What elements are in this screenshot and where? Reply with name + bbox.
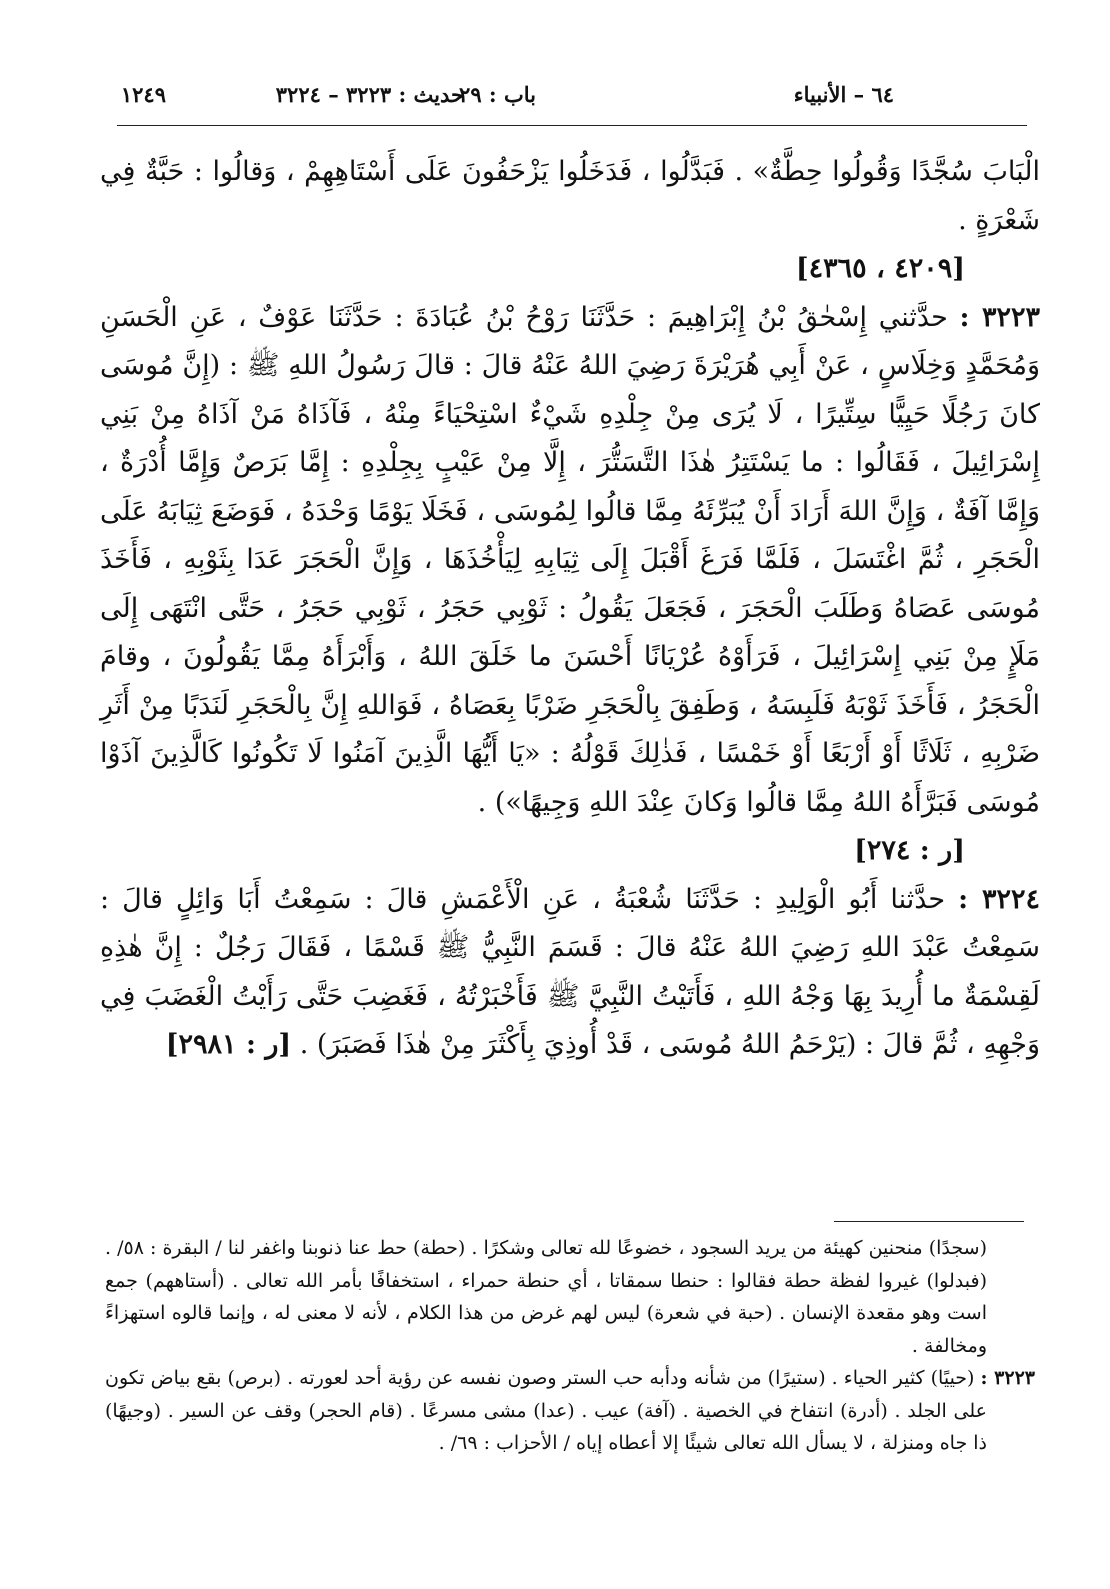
running-header xyxy=(112,82,1024,122)
footnotes xyxy=(105,1232,1035,1460)
footnote-3223 xyxy=(105,1362,1035,1460)
chapter-title: ٦٤ – الأنبياء xyxy=(793,82,894,107)
hadith-number: ٣٢٢٣ : xyxy=(959,301,1040,333)
cross-reference: [٤٢٠٩ ، ٤٣٦٥] xyxy=(795,253,965,284)
footnote-previous xyxy=(105,1232,1035,1362)
hadith-range: حديث : ٣٢٢٣ – ٣٢٢٤ xyxy=(275,82,464,107)
main-text xyxy=(100,148,1040,1070)
footnote-text: (حييًا) كثير الحياء . (ستيرًا) من شأنه ودأبه حب الستر وصون نفسه عن رؤية أحد لعورته . (برص) بقع بياض تكون على الجلد . (أدرة) انتفاخ في الخصية . (آفة) عيب . (عدا) مشى مسرعًا . (قام الحجر) وقف عن السير . (وجيهًا) ذا جاه ومنزلة ، لا يسأل الله تعالى شيئًا إلا أعطاه إياه / الأحزاب : ٦٩/ . xyxy=(105,1367,987,1454)
cross-reference: [ر : ٢٩٨١] xyxy=(165,1029,292,1060)
footnote-text: (سجدًا) منحنين كهيئة من يريد السجود ، خضوعًا لله تعالى وشكرًا . (حطة) حط عنا ذنوبنا واغفر لنا / البقرة : ٥٨/ . (فبدلوا) غيروا لفظة حطة فقالوا : حنطا سمقاتا ، أي حنطة حمراء ، استخفافًا بأمر الله تعالى . (أستاههم) جمع است وهو مقعدة الإنسان . (حبة في شعرة) ليس لهم غرض من هذا الكلام ، لأنه لا معنى له ، وإنما قالوه استهزاءً ومخالفة . xyxy=(105,1237,988,1357)
header-divider xyxy=(117,125,1027,126)
page-number: ١٢٤٩ xyxy=(120,82,166,107)
previous-hadith-continuation xyxy=(100,148,1040,245)
hadith-3224 xyxy=(100,876,1040,1070)
footnote-divider xyxy=(834,1221,1024,1222)
hadith-number: ٣٢٢٤ : xyxy=(958,883,1040,915)
bab-number: باب : ٢٩ xyxy=(459,82,536,107)
footnote-number: ٣٢٢٣ : xyxy=(980,1367,1035,1389)
previous-hadith-refs xyxy=(100,245,1040,294)
hadith-3223-ref xyxy=(100,827,1040,876)
hadith-text: حدَّثني إِسْحٰقُ بْنُ إِبْرَاهِيمَ : حَدَّثَنَا رَوْحُ بْنُ عُبَادَةَ : حَدَّثَنَا عَوْفٌ ، عَنِ الْحَسَنِ وَمُحَمَّدٍ وَخِلَاسٍ ، عَنْ أَبِي هُرَيْرَةَ رَضِيَ اللهُ عَنْهُ قالَ : قالَ رَسُولُ اللهِ ﷺ : (إِنَّ مُوسَى كانَ رَجُلًا حَيِيًّا سِتِّيرًا ، لَا يُرَى مِنْ جِلْدِهِ شَيْءٌ اسْتِحْيَاءً مِنْهُ ، فَآذَاهُ مَنْ آذَاهُ مِنْ بَنِي إِسْرَائِيلَ ، فَقَالُوا : ما يَسْتَتِرُ هٰذَا التَّسَتُّرَ ، إِلَّا مِنْ عَيْبٍ بِجِلْدِهِ : إِمَّا بَرَصٌ وَإِمَّا أُدْرَةٌ ، وَإِمَّا آفَةٌ ، وَإِنَّ اللهَ أَرَادَ أَنْ يُبَرِّئَهُ مِمَّا قالُوا لِمُوسَى ، فَخَلَا يَوْمًا وَحْدَهُ ، فَوَضَعَ ثِيَابَهُ عَلَى الْحَجَرِ ، ثُمَّ اغْتَسَلَ ، فَلَمَّا فَرَغَ أَقْبَلَ إِلَى ثِيَابِهِ لِيَأْخُذَهَا ، وَإِنَّ الْحَجَرَ عَدَا بِثَوْبِهِ ، فَأَخَذَ مُوسَى عَصَاهُ وَطَلَبَ الْحَجَرَ ، فَجَعَلَ يَقُولُ : ثَوْبِي حَجَرُ ، ثَوْبِي حَجَرُ ، حَتَّى انْتَهَى إِلَى مَلَإٍ مِنْ بَنِي إِسْرَائِيلَ ، فَرَأَوْهُ عُرْيَانًا أَحْسَنَ ما خَلَقَ اللهُ ، وَأَبْرَأَهُ مِمَّا يَقُولُونَ ، وقامَ الْحَجَرُ ، فَأَخَذَ ثَوْبَهُ فَلَبِسَهُ ، وَطَفِقَ بِالْحَجَرِ ضَرْبًا بِعَصَاهُ ، فَوَاللهِ إِنَّ بِالْحَجَرِ لَنَدَبًا مِنْ أَثَرِ ضَرْبِهِ ، ثَلَاثًا أَوْ أَرْبَعًا أَوْ خَمْسًا ، فَذٰلِكَ قَوْلُهُ : «يَا أَيُّهَا الَّذِينَ آمَنُوا لَا تَكُونُوا كَالَّذِينَ آذَوْا مُوسَى فَبَرَّأَهُ اللهُ مِمَّا قالُوا وَكانَ عِنْدَ اللهِ وَجِيهًا») . xyxy=(100,301,1040,818)
cross-reference: [ر : ٢٧٤] xyxy=(854,835,965,866)
continuation-text: الْبَابَ سُجَّدًا وَقُولُوا حِطَّةٌ» . فَبَدَّلُوا ، فَدَخَلُوا يَزْحَفُونَ عَلَى أَسْتَاهِهِمْ ، وَقالُوا : حَبَّةٌ فِي شَعْرَةٍ . xyxy=(100,156,1040,236)
hadith-3223 xyxy=(100,294,1040,828)
hadith-text: حدَّثنا أَبُو الْوَلِيدِ : حَدَّثَنَا شُعْبَةُ ، عَنِ الْأَعْمَشِ قالَ : سَمِعْتُ أَبَا وَائِلٍ قالَ : سَمِعْتُ عَبْدَ اللهِ رَضِيَ اللهُ عَنْهُ قالَ : قَسَمَ النَّبِيُّ ﷺ قَسْمًا ، فَقَالَ رَجُلٌ : إِنَّ هٰذِهِ لَقِسْمَةٌ ما أُرِيدَ بِهَا وَجْهُ اللهِ ، فَأَتَيْتُ النَّبِيَّ ﷺ فَأَخْبَرْتُهُ ، فَغَضِبَ حَتَّى رَأَيْتُ الْغَضَبَ فِي وَجْهِهِ ، ثُمَّ قالَ : (يَرْحَمُ اللهُ مُوسَى ، قَدْ أُوذِيَ بِأَكْثَرَ مِنْ هٰذَا فَصَبَرَ) . xyxy=(100,883,1040,1060)
